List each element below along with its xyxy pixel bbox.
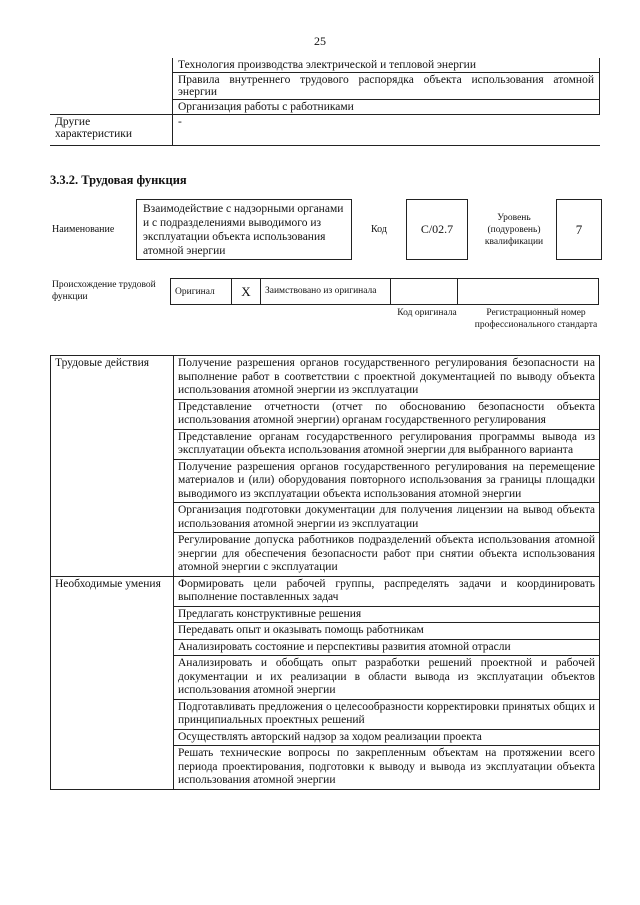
list-item: Осуществлять авторский надзор за ходом реализации проекта [174,729,600,746]
level-value: 7 [556,199,602,260]
table-row [50,73,600,100]
origin-table [170,278,599,305]
code-value: C/02.7 [406,199,468,260]
list-item: Формировать цели рабочей группы, распределять задачи и координировать выполнение поставленных задач [174,576,600,606]
table-row [50,100,600,115]
row-value: Правила внутреннего трудового распорядка объекта использования атомной энергии [173,73,600,100]
list-item: Представление органам государственного регулирования программы вывода из эксплуатации объекта использования атомной энергии для выбранного варианта [174,429,600,459]
reg-number-caption: Регистрационный номер профессионального стандарта [474,308,598,330]
table-row [51,576,600,606]
table-row [50,58,600,73]
section-title: 3.3.2. Трудовая функция [50,173,187,187]
list-item: Решать технические вопросы по закрепленным объектам на протяжении всего периода проектирования, подготовки к выводу и вывода из эксплуатации объекта использования атомной энергии [174,746,600,790]
borrowed-label: Заимствовано из оригинала [261,279,391,305]
list-item: Получение разрешения органов государственного регулирования безопасности на выполнение работ в соответствии с проектной документацией по выводу объекта использования атомной энергии из эксплуатации [174,356,600,400]
group-label: Необходимые умения [51,576,174,789]
top-continuation-table [50,58,600,146]
code-original-caption: Код оригинала [397,308,457,318]
original-label: Оригинал [171,279,232,305]
row-value: - [173,115,600,146]
row-label [50,58,173,73]
list-item: Анализировать и обобщать опыт разработки решений проектной и рабочей документации и их реализации в области вывода из эксплуатации объектов использования атомной энергии [174,656,600,700]
row-label: Другие характеристики [50,115,173,146]
list-item: Представление отчетности (отчет по обоснованию безопасности объекта использования атомной энергии) органам государственного регулирования [174,399,600,429]
list-item: Получение разрешения органов государственного регулирования на перемещение материалов и (или) оборудования повторного использования за границы площадки выводимого из эксплуатации объекта использования атомной энергии [174,459,600,503]
name-label: Наименование [52,224,115,235]
list-item: Организация подготовки документации для получения лицензии на вывод объекта использования атомной энергии из эксплуатации [174,503,600,533]
group-label: Трудовые действия [51,356,174,577]
code-original-cell [391,279,458,305]
table-row [51,356,600,400]
list-item: Подготавливать предложения о целесообразности корректировки принятых общих и принципиальных проектных решений [174,699,600,729]
row-value: Технология производства электрической и тепловой энергии [173,58,600,73]
list-item: Предлагать конструктивные решения [174,606,600,623]
list-item: Регулирование допуска работников подразделений объекта использования атомной энергии для обеспечения безопасности работ при снятии объекта использования атомной энергии с эксплуатации [174,533,600,577]
row-label [50,100,173,115]
reg-number-cell [458,279,599,305]
main-table [50,355,600,790]
name-value: Взаимодействие с надзорными органами и с подразделениями выводимого из эксплуатации объекта использования атомной энергии [136,199,352,260]
list-item: Передавать опыт и оказывать помощь работникам [174,623,600,640]
list-item: Анализировать состояние и перспективы развития атомной отрасли [174,639,600,656]
original-mark: X [232,279,261,305]
row-label [50,73,173,100]
page-number: 25 [314,34,326,48]
code-label: Код [371,224,387,235]
origin-label: Происхождение трудовой функции [52,280,156,302]
table-row [50,115,600,146]
row-value: Организация работы с работниками [173,100,600,115]
table-row [171,279,599,305]
level-label: Уровень (подуровень) квалификации [484,213,544,247]
